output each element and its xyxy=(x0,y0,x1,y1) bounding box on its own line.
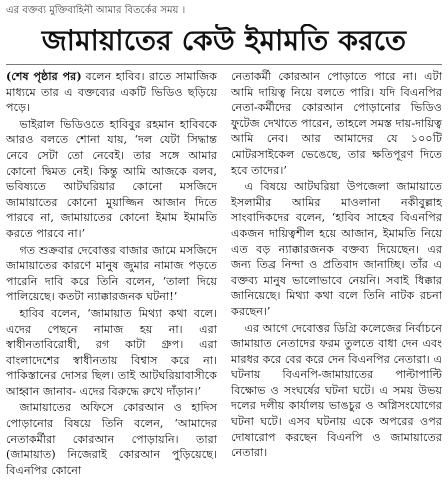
run-in-label: (শেষ পৃষ্ঠার পর) xyxy=(6,69,82,83)
headline: জামায়াতের কেউ ইমামতি করতে xyxy=(41,24,407,57)
left-paragraph-1: বলেন হাবিব। রাতে সামাজিক মাধ্যমে তার এ বক্তব্যের একটি ভিডিও ছড়িয়ে পড়ে। xyxy=(6,70,217,115)
left-paragraph-5: জামায়াতের অফিসে কোরআন ও হাদিস পোড়ানোর বিষয়ে তিনি বলেন, ‘আমাদের নেতাকর্মীরা কোরআন পোড়ায়নি। তারা (জামায়াত) নিজেরাই কোরআন পুড়িয়েছে। বিএনপির কোনো xyxy=(6,401,217,477)
right-paragraph-1: নেতাকর্মী কোরআন পোড়াতে পারে না। এটা আমি দায়িত্ব নিয়ে বলতে পারি। যদি বিএনপির নেতা-কর্মীদের কোরআন পোড়ানোর ভিডিও ফুটেজ দেখাতে পারেন, তাহলে সমস্ত দায়-দায়িত্ব আমি নেব। আর আমাদের যে ১০০টি মোটরসাইকেল ভেঙেছে, তার ক্ষতিপূরণ দিতে হবে তাদের।’ xyxy=(231,70,442,177)
article-columns xyxy=(6,69,442,499)
left-first-paragraph xyxy=(6,69,217,116)
top-cropped-line: এর বক্তব্য মুক্তিবাহিনী আমার বিতর্কের সময় । xyxy=(6,5,186,16)
right-paragraph-2: এ বিষয়ে আটঘরিয়া উপজেলা জামায়াতে ইসলামীর আমির মাওলানা নকীবুল্লাহ সাংবাদিকদের বলেন, ‘হাবিব সাহেব বিএনপির একজন দায়িত্বশীল হয়ে আজান, ইমামতি নিয়ে এত বড় ন্যাক্কারজনক বক্তব্য দিয়েছেন। এর জন্য তিব্র নিন্দা ও প্রতিবাদ জানাচ্ছি। তাঁর এ বক্তব্য মানুষ ভালোভাবে নেয়নি। সবাই ধিক্কার জানিয়েছে। মিথ্যা কথা বলে তিনি নাটক রচনা করছেন।’ xyxy=(231,180,442,318)
left-paragraph-3: গত শুক্রবার দেবোত্তর বাজার জামে মসজিদে জামায়াতের কারণে মানুষ জুমার নামাজ পড়তে পারেনি দাবি করে তিনি বলেন, ‘তালা দিয়ে পালিয়েছে। কতটা ন্যাক্কারজনক ঘটনা!’ xyxy=(6,243,217,304)
left-column xyxy=(6,69,217,499)
left-paragraph-2: ভাইরাল ভিডিওতে হাবিবুর রহমান হাবিবকে আরও বলতে শোনা যায়, ‘দল যেটা সিদ্ধান্ত নেবে সেটা তো নেবেই। তার সঙ্গে আমার কোনো দ্বিমত নেই। কিন্তু আমি আজকে বলব, ভবিষ্যতে আটঘরিয়ার কোনো মসজিদে জামায়াতের কোনো মুয়াজ্জিন আজান দিতে পারবে না, জামায়াতের কোনো ইমাম ইমামতি করতে পারবে না।’ xyxy=(6,117,217,240)
left-paragraph-4: হাবিব বলেন, ‘জামায়াত মিথ্যা কথা বলে। এদের পেছনে নামাজ হয় না। এরা স্বাধীনতাবিরোধী, রগ কাটা গ্রুপ। এরা বাংলাদেশের স্বাধীনতায় বিশ্বাস করে না। পাকিস্তানের দোসর ছিল। তাই আটঘরিয়াবাসীকে আহ্বান জানাব- এদের বিরুদ্ধে রুখে দাঁড়ান।’ xyxy=(6,306,217,398)
right-paragraph-3: এর আগে দেবোত্তর ডিগ্রি কলেজের নির্বাচনে জামায়াত নেতাদের ফরম তুলতে বাধা দেন এবং মারধর করে বের করে দেন বিএনপির নেতারা। এ ঘটনায় বিএনপি-জামায়াতের পাল্টাপাল্টি বিক্ষোভ ও সংঘর্ষের ঘটনা ঘটে। এ সময় উভয় দলের দলীয় কার্যালয় ভাঙচুর ও অগ্নিসংযোগের ঘটনা ঘটে। এসব ঘটনায় একে অপরের ওপর দোষারোপ করছেন বিএনপি ও জামায়াতের নেতারা। xyxy=(231,321,442,460)
headline-rule xyxy=(6,64,442,65)
right-column xyxy=(231,69,442,499)
